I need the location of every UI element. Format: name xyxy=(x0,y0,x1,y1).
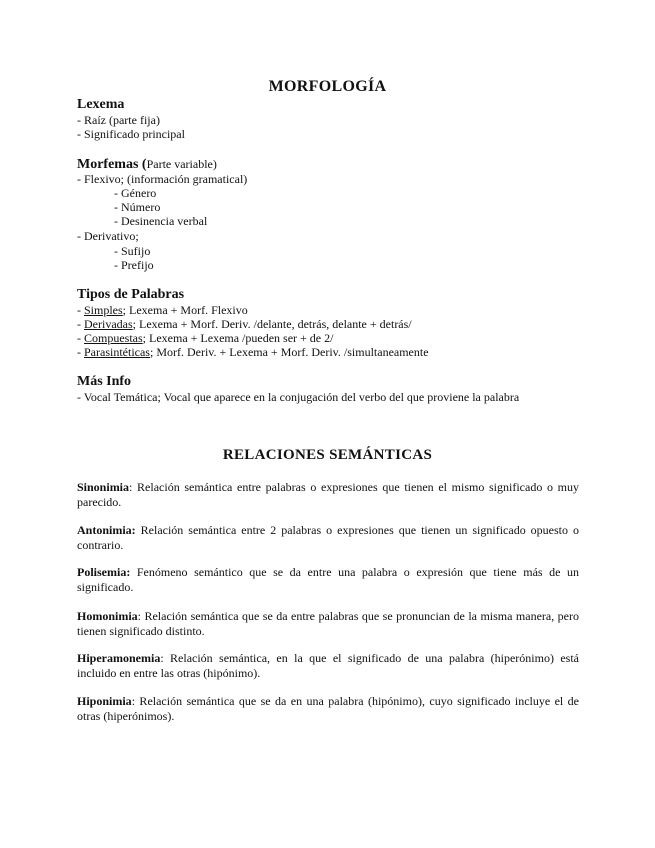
morfemas-heading-paren: Parte variable) xyxy=(146,157,217,171)
tipo-dash: - xyxy=(77,331,84,345)
tipos-heading: Tipos de Palabras xyxy=(77,287,185,302)
tipo-term: Simples xyxy=(84,303,123,317)
flexivo-subitem: - Género xyxy=(114,186,157,200)
definition-paragraph xyxy=(77,609,579,639)
morfologia-title: MORFOLOGÍA xyxy=(268,78,387,95)
tipo-dash: - xyxy=(77,345,84,359)
definition-text: : Relación semántica que se da en una palabra (hipónimo), cuyo significado incluye el de otras (hiperónimos). xyxy=(77,694,579,723)
tipo-dash: - xyxy=(77,303,84,317)
tipo-rest: ; Lexema + Morf. Deriv. /delante, detrás, delante + detrás/ xyxy=(132,317,412,331)
tipo-term: Parasintéticas xyxy=(84,345,150,359)
tipo-term: Compuestas xyxy=(84,331,143,345)
definition-term: Polisemia: xyxy=(77,565,131,579)
definition-text: Fenómeno semántico que se da entre una palabra o expresión que tiene más de un significado. xyxy=(77,565,579,594)
definition-term: Hiperamonemia xyxy=(77,651,161,665)
definition-term: Homonimia xyxy=(77,609,138,623)
definition-term: Antonimia: xyxy=(77,523,136,537)
morfemas-heading-label: Morfemas ( xyxy=(77,157,147,172)
morfemas-heading xyxy=(77,157,217,173)
tipo-rest: ; Lexema + Morf. Flexivo xyxy=(122,303,248,317)
definition-term: Sinonimia xyxy=(77,480,130,494)
definition-text: : Relación semántica entre palabras o expresiones que tienen el mismo significado o muy parecido. xyxy=(77,480,579,509)
derivativo-item: - Derivativo; xyxy=(77,229,139,243)
lexema-item: - Significado principal xyxy=(77,127,185,141)
tipo-term: Derivadas xyxy=(84,317,133,331)
tipo-rest: ; Morf. Deriv. + Lexema + Morf. Deriv. /simultaneamente xyxy=(149,345,429,359)
definition-text: Relación semántica entre 2 palabras o expresiones que tienen un significado opuesto o contrario. xyxy=(77,523,579,552)
relaciones-title: RELACIONES SEMÁNTICAS xyxy=(222,447,433,463)
tipo-item xyxy=(77,345,429,359)
definition-paragraph xyxy=(77,651,579,681)
definition-text: : Relación semántica que se da entre palabras que se pronuncian de la misma manera, pero tienen significado distinto. xyxy=(77,609,579,638)
tipo-item xyxy=(77,317,412,331)
flexivo-subitem: - Desinencia verbal xyxy=(114,214,208,228)
definition-paragraph xyxy=(77,694,579,724)
flexivo-subitem: - Número xyxy=(114,200,161,214)
derivativo-subitem: - Sufijo xyxy=(114,244,151,258)
tipo-dash: - xyxy=(77,317,84,331)
definition-paragraph xyxy=(77,523,579,553)
definition-text: : Relación semántica, en la que el significado de una palabra (hiperónimo) está incluido en entre las otras (hipónimo). xyxy=(77,651,579,680)
lexema-heading: Lexema xyxy=(77,97,125,112)
definition-term: Hiponimia xyxy=(77,694,132,708)
flexivo-item: - Flexivo; (información gramatical) xyxy=(77,172,248,186)
tipo-item xyxy=(77,331,333,345)
tipo-item xyxy=(77,303,248,317)
tipo-rest: ; Lexema + Lexema /pueden ser + de 2/ xyxy=(142,331,334,345)
mas-info-item: - Vocal Temática; Vocal que aparece en la conjugación del verbo del que proviene la palabra xyxy=(77,390,520,404)
mas-info-heading: Más Info xyxy=(77,374,132,389)
lexema-item: - Raíz (parte fija) xyxy=(77,113,160,127)
definition-paragraph xyxy=(77,565,579,595)
derivativo-subitem: - Prefijo xyxy=(114,258,154,272)
definition-paragraph xyxy=(77,480,579,510)
